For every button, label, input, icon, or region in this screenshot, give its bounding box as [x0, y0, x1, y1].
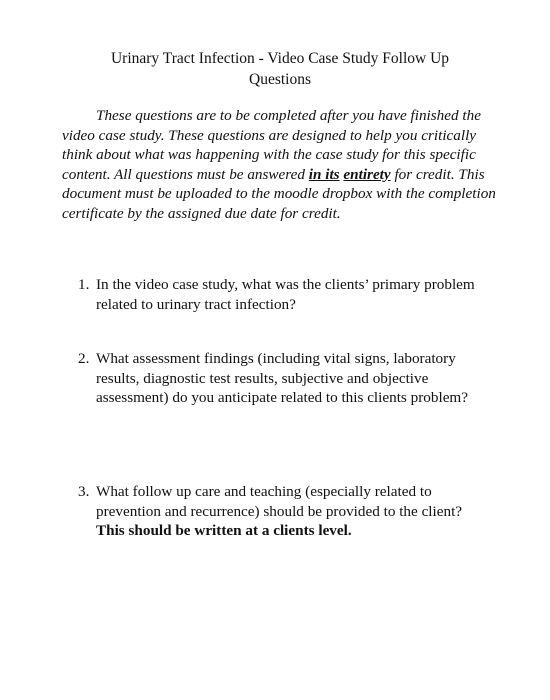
- document-title: [60, 48, 500, 90]
- intro-text-part-1: These questions are to be completed after you have finished the video case study. These questions are designed to help you critically think about what was happening with the case study for this specific content. All questions must be answered: [62, 107, 481, 183]
- title-line-1: Urinary Tract Infection - Video Case Study Follow Up: [110, 50, 450, 67]
- question-number: 1.: [78, 276, 90, 293]
- question-2: [78, 349, 488, 408]
- question-bold-instruction: This should be written at a clients level.: [96, 522, 352, 540]
- question-3: [78, 482, 488, 541]
- question-text: In the video case study, what was the clients’ primary problem related to urinary tract infection?: [96, 276, 475, 313]
- title-line-2: Questions: [249, 71, 311, 88]
- question-text: What assessment findings (including vital signs, laboratory results, diagnostic test results, subjective and objective assessment) do you anticipate related to this clients problem?: [96, 350, 468, 407]
- question-number: 3.: [78, 483, 90, 500]
- question-1: [78, 275, 488, 314]
- intro-emphasis-1: in its: [308, 165, 340, 183]
- intro-paragraph: [62, 106, 500, 224]
- intro-emphasis-2: entirety: [343, 165, 391, 183]
- question-text: What follow up care and teaching (especially related to prevention and recurrence) should be provided to the client?: [96, 483, 463, 520]
- question-number: 2.: [78, 350, 90, 367]
- intro-text-part-2: for credit. This document must be uploaded to the moodle dropbox with the completion certificate by the assigned due date for credit.: [62, 165, 496, 222]
- question-text-wrapper: [96, 482, 488, 541]
